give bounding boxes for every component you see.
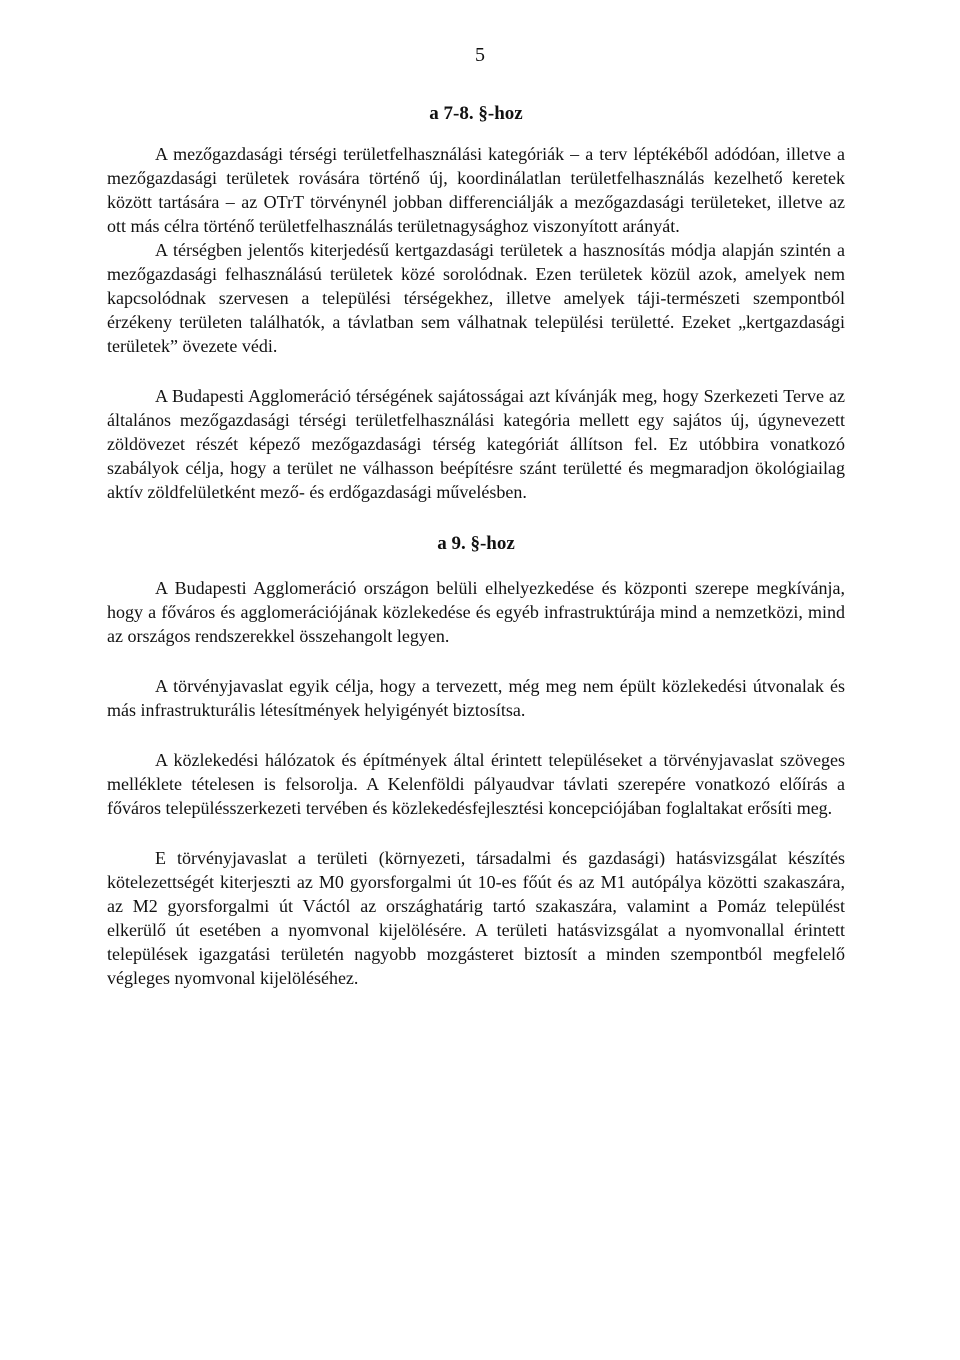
- section-heading-7-8: a 7-8. §-hoz: [429, 103, 523, 124]
- section-heading-9: a 9. §-hoz: [437, 533, 515, 554]
- paragraph: E törvényjavaslat a területi (környezeti, társadalmi és gazdasági) hatásvizsgálat készítés kötelezettségét kiterjeszti az M0 gyorsforgalmi út 10-es főút és az M1 autópálya közötti szakaszára, az M2 gyorsforgalmi út Váctól az országhatárig tartó szakaszára, valamint a Pomáz települést elkerülő út esetében a nyomvonal kijelölésére. A területi hatásvizsgálat a nyomvonallal érintett települések igazgatási területén nagyobb mozgásteret biztosít a minden szempontból megfelelő végleges nyomvonal kijelöléséhez.: [107, 848, 845, 988]
- paragraph: A Budapesti Agglomeráció országon belüli elhelyezkedése és központi szerepe megkívánja, hogy a főváros és agglomerációjának közlekedése és egyéb infrastruktúrája mind a nemzetközi, mind az országos rendszerekkel összehangolt legyen.: [107, 578, 845, 646]
- paragraph: A törvényjavaslat egyik célja, hogy a tervezett, még meg nem épült közlekedési útvonalak és más infrastrukturális létesítmények helyigényét biztosítsa.: [107, 676, 845, 720]
- paragraph: A Budapesti Agglomeráció térségének sajátosságai azt kívánják meg, hogy Szerkezeti Terve az általános mezőgazdasági térségi területfelhasználási kategória mellett egy sajátos új, úgynevezett zöldövezet részét képező mezőgazdasági térség kategóriát állítson fel. Ez utóbbira vonatkozó szabályok célja, hogy a terület ne válhasson beépítésre szánt területté és megmaradjon ökológiailag aktív zöldfelületként mező- és erdőgazdasági művelésben.: [107, 386, 845, 502]
- paragraph: A térségben jelentős kiterjedésű kertgazdasági területek a hasznosítás módja alapján szintén a mezőgazdasági felhasználású területek közé sorolódnak. Ezen területek közül azok, amelyek nem kapcsolódnak szervesen a települési térségekhez, illetve amelyek táji-természeti szempontból érzékeny területen találhatók, a távlatban sem válhatnak települési területté. Ezeket „kertgazdasági területek” övezete védi.: [107, 240, 845, 356]
- paragraph: A közlekedési hálózatok és építmények által érintett településeket a törvényjavaslat szöveges melléklete tételesen is felsorolja. A Kelenföldi pályaudvar távlati szerepére vonatkozó előírás a főváros településszerkezeti tervében és közlekedésfejlesztési koncepciójában foglaltakat erősíti meg.: [107, 750, 845, 818]
- document-body: [107, 102, 845, 990]
- paragraph: A mezőgazdasági térségi területfelhasználási kategóriák – a terv léptékéből adódóan, illetve a mezőgazdasági területek rovására történő új, koordinálatlan területfelhasználás kezelhető keretek között tartására – az OTrT törvénynél jobban differenciálják a mezőgazdasági területeket, illetve az ott más célra történő területfelhasználás területnagysághoz viszonyított arányát.: [107, 144, 845, 236]
- page-number: 5: [475, 44, 485, 66]
